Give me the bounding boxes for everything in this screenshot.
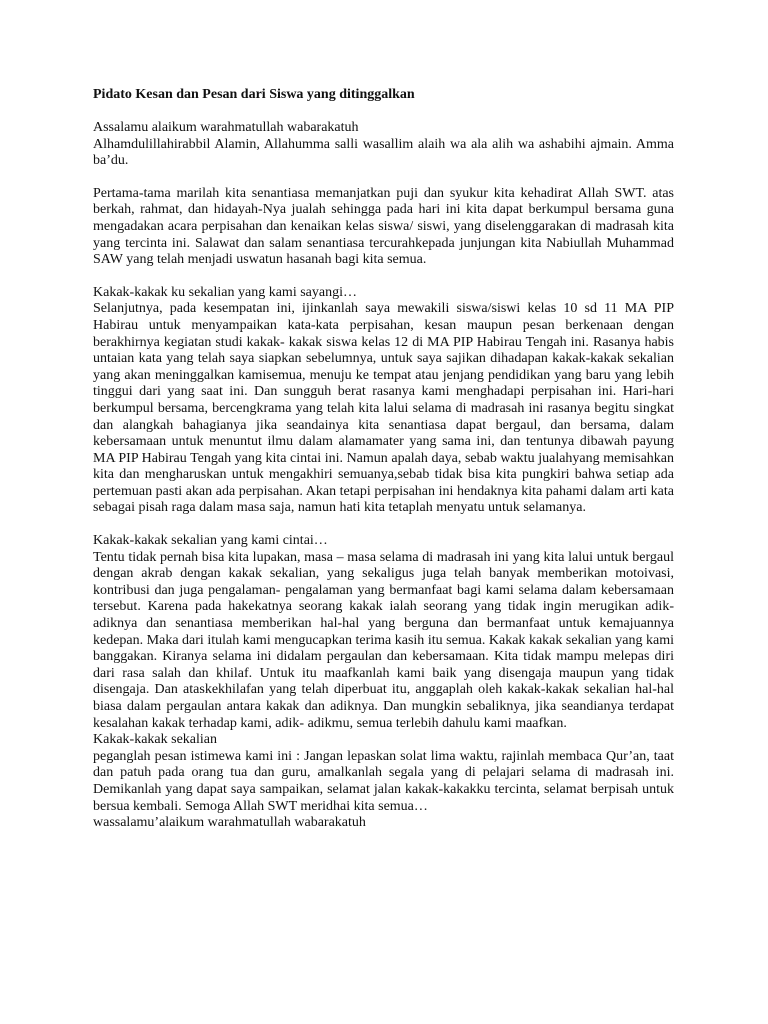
opening-prayer: Alhamdulillahirabbil Alamin, Allahumma salli wasallim alaih wa ala alih wa ashabihi ajmain. Amma ba’du. — [93, 136, 674, 169]
paragraph-spacer — [93, 269, 674, 285]
paragraph-spacer — [93, 170, 674, 186]
section-heading: Kakak-kakak ku sekalian yang kami sayangi… — [93, 284, 357, 300]
paragraph-opening: Pertama-tama marilah kita senantiasa memanjatkan puji dan syukur kita kehadirat Allah SWT. atas berkah, rahmat, dan hidayah-Nya jualah sehingga pada hari ini kita dapat berkumpul bersama guna mengadakan acara perpisahan dan kenaikan kelas siswa/ siswi, yang diselenggarakan di madrasah kita yang tercinta ini. Salawat dan salam senantiasa tercurahkepada junjungan kita Nabiullah Muhammad SAW yang telah menjadi uswatun hasanah bagi kita semua. — [93, 185, 674, 268]
document-title: Pidato Kesan dan Pesan dari Siswa yang ditinggalkan — [93, 87, 415, 102]
section-heading: Kakak-kakak sekalian yang kami cintai… — [93, 533, 328, 549]
paragraph-memories: Tentu tidak pernah bisa kita lupakan, masa – masa selama di madrasah ini yang kita lalui untuk bergaul dengan akrab dengan kakak sekalian, yang sekaligus juga telah banyak memberikan motoivasi, kontribusi dan juga pengalaman- pengalaman yang bermanfaat bagi kami selama dalam kebersamaan tersebut. Karena pada hakekatnya seorang kakak ialah seorang yang tidak ingin merugikan adik-adiknya dan senantiasa memberikan hal-hal yang berguna dan bermanfaat untuk kemajuannya kedepan. Maka dari itulah kami mengucapkan terima kasih itu semua. Kakak kakak sekalian yang kami banggakan. Kiranya selama ini didalam pergaulan dan kebersamaan. Kita tidak mampu melepas diri dari rasa salah dan khilaf. Untuk itu maafkanlah kami baik yang disengaja maupun yang tidak disengaja. Dan ataskekhilafan yang telah diperbuat itu, anggaplah oleh kakak-kakak sekalian hal-hal biasa dalam pergaulan antara kakak dan adiknya. Dan mungkin sebaliknya, jika seandianya terdapat kesalahan kakak terhadap kami, adik- adikmu, semua terlebih dahulu kami maafkan. — [93, 549, 674, 731]
paragraph-spacer — [93, 517, 674, 533]
paragraph-farewell: Selanjutnya, pada kesempatan ini, ijinkanlah saya mewakili siswa/siswi kelas 10 sd 11 MA PIP Habirau untuk menyampaikan kata-kata perpisahan, kesan maupun pesan berkenaan dengan berakhirnya kegiatan studi kakak- kakak siswa kelas 12 di MA PIP Habirau Tengah ini. Rasanya habis untaian kata yang telah saya siapkan sebelumnya, untuk saya sajikan dihadapan kakak-kakak sekalian yang akan meninggalkan kamisemua, menuju ke tempat atau jenjang pendidikan yang baru yang lebih tinggui dari yang saat ini. Dan sungguh berat rasanya kami menghadapi perpisahan ini. Hari-hari berkumpul bersama, bercengkrama yang telah kita lalui selama di madrasah ini rasanya begitu singkat dan alangkah bahagianya jika seandainya kita senantiasa dapat bergaul, dan bersama, dalam kebersamaan untuk menuntut ilmu dalam alamamater yang sama ini, dan tentunya dibawah payung MA PIP Habirau Tengah yang kita cintai ini. Namun apalah daya, sebab waktu jualahyang memisahkan kita dan mengharuskan untuk mengakhiri semuanya,sebab tidak bisa kita pungkiri bahwa setiap ada pertemuan pasti akan ada perpisahan. Akan tetapi perpisahan ini hendaknya kita pahami dalam arti kata sebagai pisah raga dalam masa saja, namun hati kita tetaplah menyatu untuk selamanya. — [93, 301, 674, 516]
closing-salutation: wassalamu’alaikum warahmatullah wabarakatuh — [93, 815, 366, 831]
section-heading: Kakak-kakak sekalian — [93, 732, 217, 748]
document-page — [93, 86, 674, 832]
greeting-line: Assalamu alaikum warahmatullah wabarakatuh — [93, 120, 359, 135]
paragraph-message: peganglah pesan istimewa kami ini : Jangan lepaskan solat lima waktu, rajinlah membaca Qur’an, taat dan patuh pada orang tua dan guru, amalkanlah segala yang di pelajari selama di madrasah ini. Demikanlah yang dapat saya sampaikan, selamat jalan kakak-kakakku tercinta, selamat berpisah untuk bersua kembali. Semoga Allah SWT meridhai kita semua… — [93, 748, 674, 814]
